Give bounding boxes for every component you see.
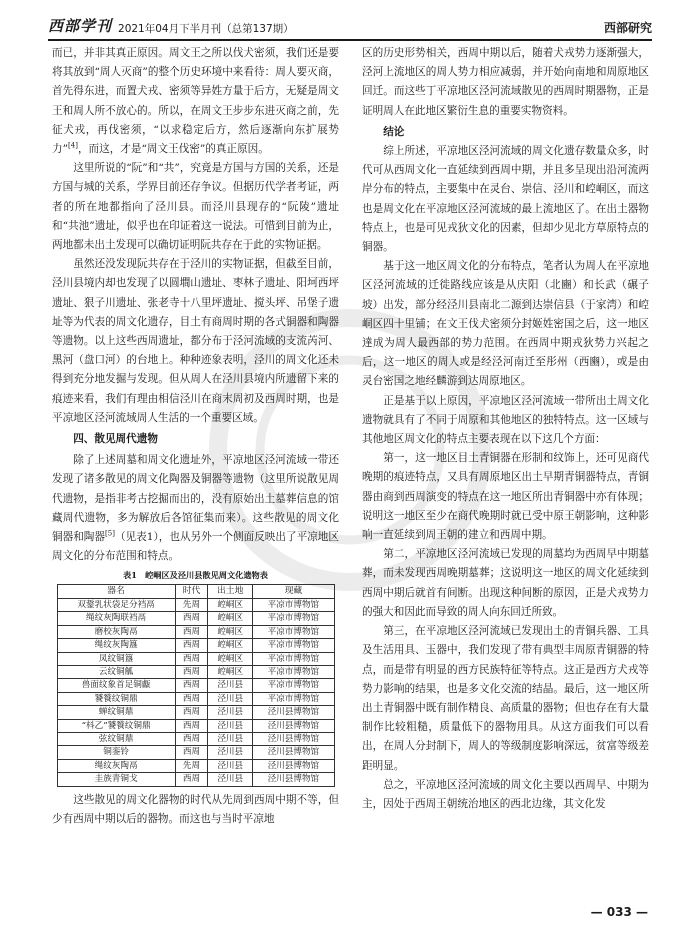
issue-info: 2021年04月下半月刊（总第137期） <box>118 23 294 35</box>
table-cell: 崆峒区 <box>208 625 253 638</box>
table-cell: 崆峒区 <box>208 665 253 678</box>
table-cell: 泾川县 <box>208 773 253 786</box>
paragraph: 这里所说的“阮”和“共”，究竟是方国与方国的关系，还是方国与城的关系，学界目前还存争议。但据历代学者考证，两者的所在地都指向了泾川县。而泾川县现存的“阮陵”遗址和“共池”遗址，似乎也在印证着这一说法。可惜到目前为止，两地都未出土发现可以确切证明阮共存在于此的实物证据。 <box>52 162 339 252</box>
table-cell: 崆峒区 <box>208 598 253 611</box>
table-cell: 泾川县博物馆 <box>253 759 334 772</box>
paragraph: 总之，平凉地区泾河流域的周文化主要以西周早、中期为主，因处于西周王朝统治地区的西北边缘，其文化发 <box>362 778 649 810</box>
table-row <box>57 639 334 652</box>
table-body <box>57 598 334 786</box>
table-row <box>57 773 334 786</box>
table-cell: 平凉市博物馆 <box>253 692 334 705</box>
table-row <box>57 652 334 665</box>
table-row <box>57 732 334 745</box>
table-cell: 西周 <box>175 746 207 759</box>
paragraph: 虽然还没发现阮共存在于泾川的实物证据，但截至目前，泾川县境内却也发现了以圆墹山遗址、枣林子遗址、阳坷西坪遗址、狠子川遗址、张老寺十八里坪遗址、搅头坪、吊堡子遗址等为代表的周文化遗存，目土有商周时期的各式铜器和陶器等遗物。以上这些西周遗址，都分布于泾河流域的支流芮河、黑河（盘口河）的台地上。种种迹象表明，泾川的周文化还未得到充分地发掘与发现。但从周人在泾川县境内所遗留下来的痕迹来看，我们有理由相信泾川在商末周初及西周时期，也是平凉地区泾河流域周人生活的一个重要区域。 <box>52 258 339 424</box>
paragraph: 第一，这一地区目土青铜器在形制和纹饰上，还可见商代晚期的痕迹特点，又具有周原地区出土早期青铜器特点，青铜器由商到西周演变的特点在这一地区所出青铜器中亦有体现；说明这一地区至少在商代晚期时就已受中原王朝影响，这种影响一直延续到周王朝的建立和西周中期。 <box>362 452 649 542</box>
table-cell: 泾川县博物馆 <box>253 732 334 745</box>
section-heading: 结论 <box>383 125 405 138</box>
table-cell: 平凉市博物馆 <box>253 625 334 638</box>
table-cell: 泾川县博物馆 <box>253 773 334 786</box>
page-header <box>48 14 652 41</box>
table-cell: 兽面纹象首足铜甗 <box>57 679 175 692</box>
table-row <box>57 692 334 705</box>
table-header-cell: 时代 <box>175 585 207 598</box>
table-cell: 绳纹灰陶联裆鬲 <box>57 612 175 625</box>
table-cell: 平凉市博物馆 <box>253 598 334 611</box>
table-cell: 云纹铜觚 <box>57 665 175 678</box>
table-row <box>57 719 334 732</box>
table-cell: 绳纹灰陶鬲 <box>57 759 175 772</box>
table-cell: 圭族青铜戈 <box>57 773 175 786</box>
table-cell: 平凉市博物馆 <box>253 679 334 692</box>
left-column <box>52 44 339 829</box>
relics-table <box>57 584 335 786</box>
table-cell: 泾川县 <box>208 706 253 719</box>
paragraph: 正是基于以上原因，平凉地区泾河流域一带所出土周文化遗物就具有了不同于周原和其他地区的独特特点。这一区域与其他地区周文化的特点主要表现在以下这几个方面： <box>362 394 649 446</box>
page-number: — 033 — <box>590 905 648 919</box>
table-cell: 泾川县博物馆 <box>253 706 334 719</box>
header-left <box>48 15 294 36</box>
table-cell: 泾川县博物馆 <box>253 719 334 732</box>
paragraph: 第三，在平凉地区泾河流域已发现出土的青铜兵器、工具及生活用具、玉器中，我们发现了带有典型丰周原青铜器的特点，而是带有明显的西方民族特征等特点。这正是西方犬戎等势力影响的结果，也是多文化交流的结晶。最后，这一地区所出土青铜器中既有制作精良、高质量的器物；但也存在有大量制作比较粗糙，质量低下的器物用具。从这方面我们可以看出，在周人分封制下，周人的等级制度影响深远，贫富等级差距明显。 <box>362 625 649 772</box>
table-cell: 弦纹铜鼎 <box>57 732 175 745</box>
table-cell: 崆峒区 <box>208 639 253 652</box>
table-cell: 泾川县 <box>208 679 253 692</box>
table-cell: 西周 <box>175 719 207 732</box>
table-cell: 西周 <box>175 732 207 745</box>
table-cell: 西周 <box>175 692 207 705</box>
paragraph: 区的历史形势相关，西周中期以后，随着犬戎势力逐渐强大，泾河上流地区的周人势力相应减弱，并开始向南地和周原地区回迁。而这些丁平凉地区泾河流域散见的西周时期器物，正是证明周人在此地区繁衍生息的重要实物资料。 <box>362 47 649 117</box>
table-cell: 崆峒区 <box>208 612 253 625</box>
table-caption: 表1 崆峒区及泾川县散见周文化遗物表 <box>123 570 268 581</box>
table-cell: 西周 <box>175 665 207 678</box>
table-cell: 西周 <box>175 639 207 652</box>
paragraph-text: 除了上述周墓和周文化遗址外，平凉地区泾河流域一带还发现了诸多散见的周文化陶器及铜器等遗物（这里所说散见周代遗物，是指非考古挖掘而出的，没有原始出土墓葬信息的馆藏周代遗物，多为解放后各馆征集而来）。这些散见的周文化铜器和陶器 <box>52 454 339 544</box>
table-cell: 平凉市博物馆 <box>253 652 334 665</box>
paragraph: 基于这一地区周文化的分布特点，笔者认为周人在平凉地区泾河流域的迁徙路线应该是从庆阳（北豳）和长武（碾子坡）出发，部分经泾川县南北二源到达崇信县（于家湾）和崆峒区四十里铺；在文王伐犬密须分封姬姓密国之后，这一地区達成为周人最西部的势力范围。在西周中期戎狄势力兴起之后，这一地区的周人或是经泾河南迁至彤州（西豳），或是由灵台密国之地经麟游到达周原地区。 <box>362 260 649 388</box>
table-cell: 西周 <box>175 679 207 692</box>
section-heading: 四、散见周代遗物 <box>73 433 158 446</box>
citation: [4] <box>68 141 78 150</box>
table-cell: 泾川县 <box>208 719 253 732</box>
paragraph-text: 而已，并非其真正原因。周文王之所以伐犬密须，我们还是要将其放到“周人灭商”的整个历史环境中来看待：周人要灭商，首先得东进，而置犬戎、密须等异姓方量于后方，无疑是周文王和周人所不放心的。所以，在周文王步步东进灭商之前，先征犬戎，再伐密须，“以求稳定后方，然后逐渐向东扩展势力” <box>52 47 339 156</box>
table-row <box>57 746 334 759</box>
table-cell: 铜銮铃 <box>57 746 175 759</box>
table-cell: 平凉市博物馆 <box>253 665 334 678</box>
paragraph: 第二，平凉地区泾河流域已发现的周墓均为西周早中期墓葬，而未发现西周晚期墓葬；这说明这一地区的周文化延续到西周中期后就首有间断。出现这种间断的原因，正是犬戎势力的强大和因此而导致的周人向东回迁所致。 <box>362 548 649 618</box>
section-title: 西部研究 <box>603 21 652 35</box>
table-cell: 西周 <box>175 773 207 786</box>
table-cell: 凤纹铜簋 <box>57 652 175 665</box>
table-cell: 蝉纹铜鼎 <box>57 706 175 719</box>
paragraph-text: ，而这，才是“周文王伐密”的真正原因。 <box>77 143 269 156</box>
table-cell: 磨校灰陶鬲 <box>57 625 175 638</box>
table-cell: 双鋬乳状袋足分裆鬲 <box>57 598 175 611</box>
table-row <box>57 706 334 719</box>
table-cell: 泾川县博物馆 <box>253 746 334 759</box>
table-cell: 先周 <box>175 759 207 772</box>
table-row <box>57 625 334 638</box>
table-cell: 崆峒区 <box>208 652 253 665</box>
table-cell: 泾川县 <box>208 746 253 759</box>
table-cell: 泾川县 <box>208 692 253 705</box>
table-cell: 平凉市博物馆 <box>253 612 334 625</box>
paragraph <box>52 451 339 566</box>
table-cell: 西周 <box>175 612 207 625</box>
table-cell: “枓乙”饕餮纹铜鼎 <box>57 719 175 732</box>
journal-logo: 西部学刊 <box>48 17 113 35</box>
table-cell: 平凉市博物馆 <box>253 639 334 652</box>
paragraph: 这些散见的周文化器物的时代从先周到西周中期不等，但少有西周中期以后的器物。而这也与当时平凉地 <box>52 793 339 825</box>
table-cell: 绳纹灰陶簋 <box>57 639 175 652</box>
right-column <box>362 44 649 814</box>
table-cell: 西周 <box>175 652 207 665</box>
table-cell: 先周 <box>175 598 207 611</box>
table-row <box>57 679 334 692</box>
table-header-row <box>57 585 334 598</box>
table-header-cell: 现藏 <box>253 585 334 598</box>
table-row <box>57 612 334 625</box>
table-cell: 泾川县 <box>208 732 253 745</box>
table-row <box>57 759 334 772</box>
paragraph-text: （见表1），也从另外一个侧面反映出了平凉地区周文化的分布范围和特点。 <box>52 531 339 563</box>
table-cell: 饕餮纹铜鼎 <box>57 692 175 705</box>
table-row <box>57 598 334 611</box>
table-header-cell: 出土地 <box>208 585 253 598</box>
table-header-cell: 器名 <box>57 585 175 598</box>
paragraph <box>52 44 339 159</box>
citation: [5] <box>105 529 115 538</box>
table-cell: 西周 <box>175 706 207 719</box>
table-cell: 西周 <box>175 625 207 638</box>
table-cell: 泾川县 <box>208 759 253 772</box>
paragraph: 综上所述，平凉地区泾河流域的周文化遗存数量众多，时代可从西周文化一直延续到西周中期，并且多呈现出沿河流两岸分布的特点，主要集中在灵台、崇信、泾川和崆峒区，而这也是周文化在平凉地区泾河流域的最上流地区了。在出土器物特点上，也是可见戎狄文化的因素，但却少见北方草原特点的铜器。 <box>362 145 649 254</box>
table-row <box>57 665 334 678</box>
